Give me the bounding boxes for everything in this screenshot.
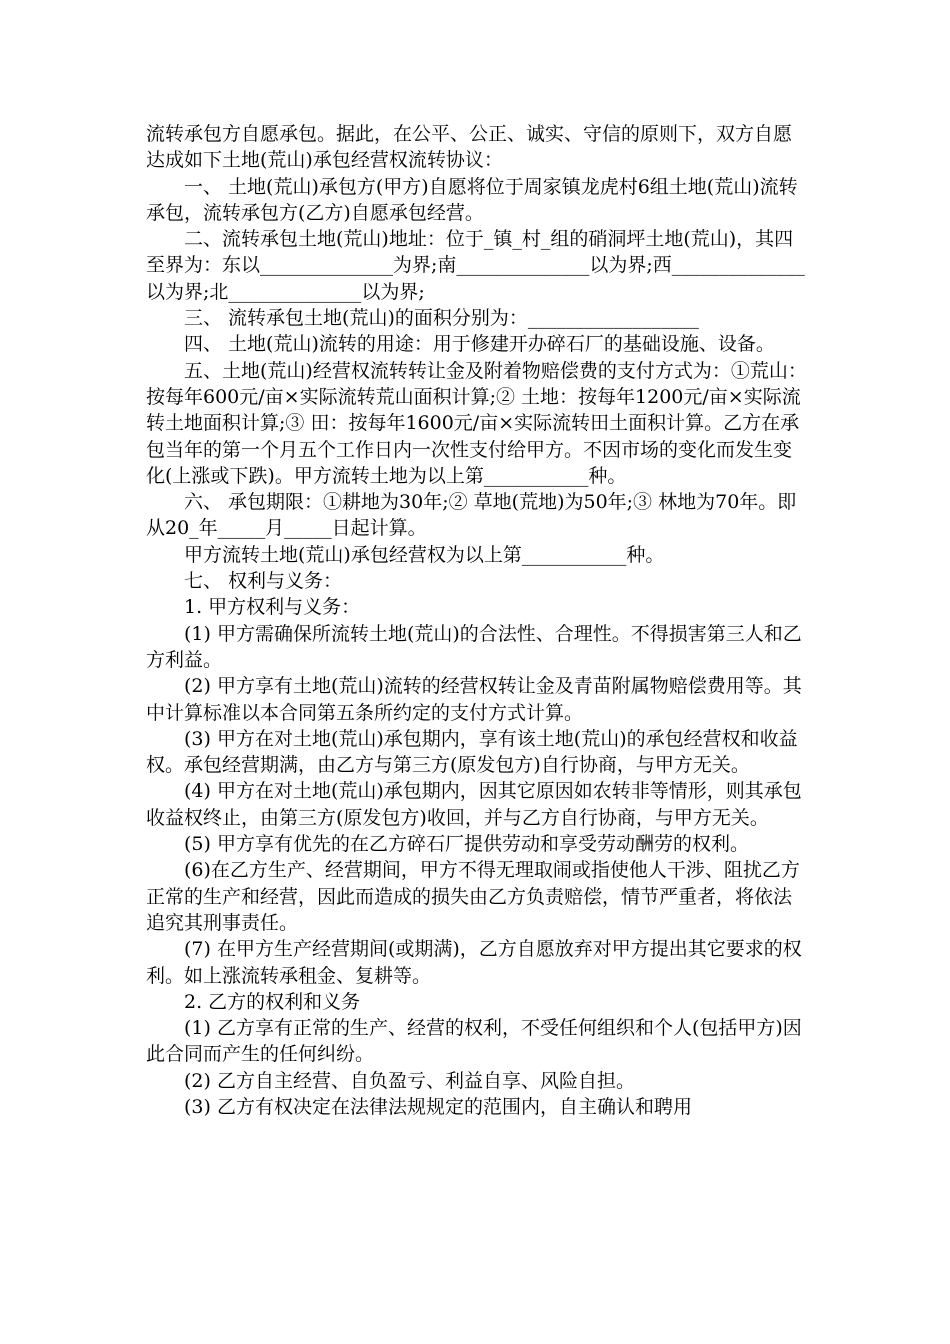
party-a-item-5: (5) 甲方享有优先的在乙方碎石厂提供劳动和享受劳动酬劳的权利。	[184, 833, 749, 856]
clause-4-usage: 四、 土地(荒山)流转的用途：用于修建开办碎石厂的基础设施、设备。	[184, 333, 775, 356]
clause-3-area: 三、 流转承包土地(荒山)的面积分别为：__________________	[184, 307, 699, 330]
party-b-item-1: (1) 乙方享有正常的生产、经营的权利，不受任何组织和个人(包括甲方)因此合同而产生的任何纠纷。	[146, 1017, 802, 1066]
clause-5-payment: 五、土地(荒山)经营权流转转让金及附着物赔偿费的支付方式为：①荒山：按每年600元/亩×实际流转荒山面积计算;② 土地：按每年1200元/亩×实际流转土地面积计算;③ 田：按每年1600元/亩×实际流转田土面积计算。乙方在承包当年的第一个月五个工作日内一次性支付给甲方。不因市场的变化而发生变化(上涨或下跌)。甲方流转土地为以上第___________种。	[146, 359, 807, 487]
party-a-heading: 1. 甲方权利与义务：	[184, 596, 361, 619]
clause-6-term: 六、 承包期限：①耕地为30年;② 草地(荒地)为50年;③ 林地为70年。即从20_年_____月_____日起计算。	[146, 491, 797, 540]
party-a-item-7: (7) 在甲方生产经营期间(或期满)，乙方自愿放弃对甲方提出其它要求的权利。如上涨流转承租金、复耕等。	[146, 938, 802, 987]
party-a-item-6: (6)在乙方生产、经营期间，甲方不得无理取闹或指使他人干涉、阻扰乙方正常的生产和经营，因此而造成的损失由乙方负责赔偿，情节严重者，将依法追究其刑事责任。	[146, 859, 800, 934]
party-a-item-2: (2) 甲方享有土地(荒山)流转的经营权转让金及青苗附属物赔偿费用等。其中计算标准以本合同第五条所约定的支付方式计算。	[146, 675, 802, 724]
clause-1: 一、 土地(荒山)承包方(甲方)自愿将位于周家镇龙虎村6组土地(荒山)流转承包，流转承包方(乙方)自愿承包经营。	[146, 175, 798, 224]
clause-7-title: 七、 权利与义务：	[184, 570, 343, 593]
party-b-heading: 2. 乙方的权利和义务	[184, 990, 361, 1013]
party-a-item-4: (4) 甲方在对土地(荒山)承包期内，因其它原因如农转非等情形，则其承包收益权终止，由第三方(原发包方)收回，并与乙方自行协商，与甲方无关。	[146, 780, 802, 829]
clause-6-type: 甲方流转土地(荒山)承包经营权为以上第___________种。	[184, 543, 665, 566]
party-a-item-3: (3) 甲方在对土地(荒山)承包期内，享有该土地(荒山)的承包经营权和收益权。承包经营期满，由乙方与第三方(原发包方)自行协商，与甲方无关。	[146, 727, 798, 777]
party-a-item-1: (1) 甲方需确保所流转土地(荒山)的合法性、合理性。不得损害第三人和乙方利益。	[146, 622, 802, 671]
party-b-item-2: (2) 乙方自主经营、自负盈亏、利益自享、风险自担。	[184, 1069, 635, 1092]
paragraph-intro: 流转承包方自愿承包。据此，在公平、公正、诚实、守信的原则下，双方自愿达成如下土地(荒山)承包经营权流转协议：	[146, 123, 793, 172]
clause-2-address: 二、流转承包土地(荒山)地址：位于_镇_村_组的硝洞坪土地(荒山)，其四至界为：东以______________为界;南______________以为界;西______________以为界;北______________以为界;	[146, 228, 805, 303]
document-page	[146, 121, 810, 1120]
party-b-item-3: (3) 乙方有权决定在法律法规规定的范围内，自主确认和聘用	[184, 1095, 692, 1118]
